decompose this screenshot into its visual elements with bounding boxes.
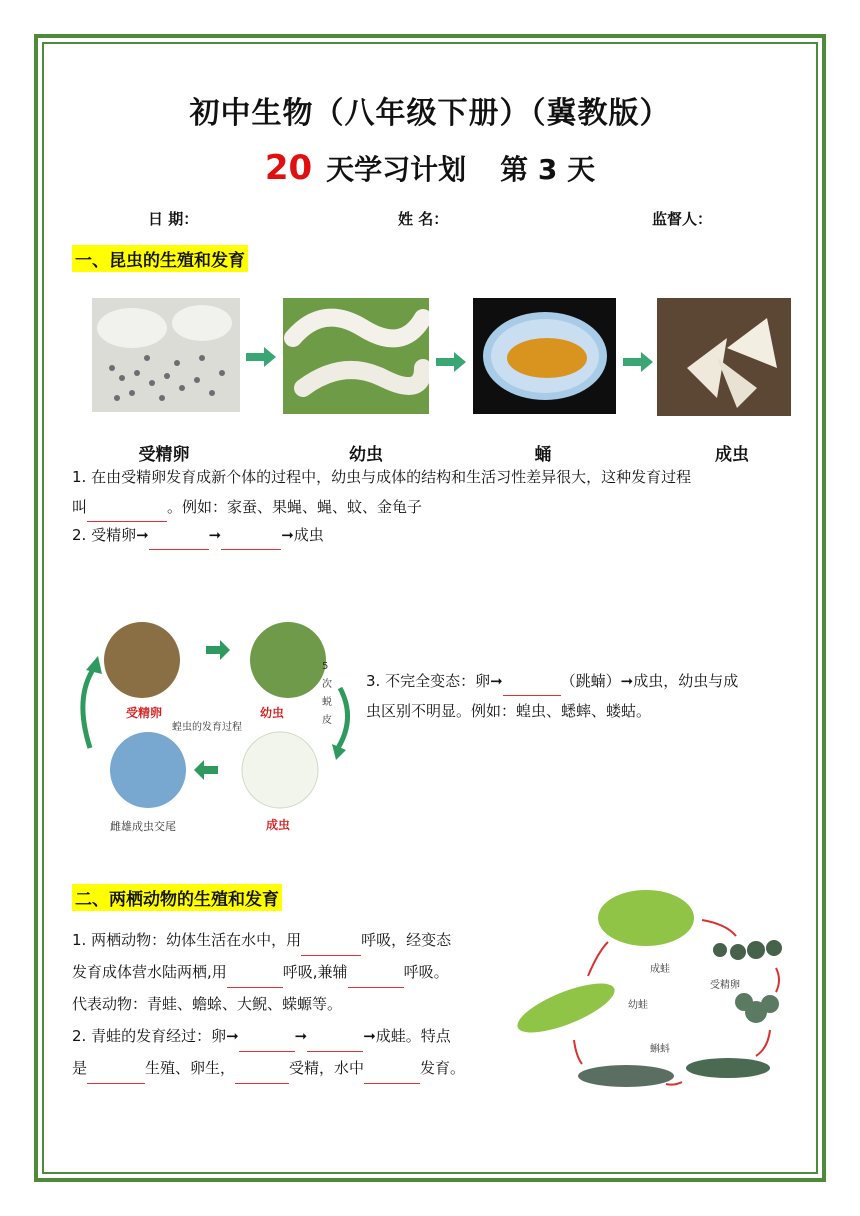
a2-suffix: 呼吸。 (403, 963, 449, 981)
amphibian-line-5 (72, 1052, 512, 1084)
stage-label-larva: 幼虫 (349, 445, 383, 465)
q3-prefix: 3. 不完全变态：卵➞ (366, 672, 503, 690)
stage-label-egg: 受精卵 (138, 445, 190, 465)
a2-mid: 呼吸,兼辅 (282, 963, 348, 981)
question-3-line-2: 虫区别不明显。例如：蝗虫、蟋蟀、蝼蛄。 (366, 702, 652, 720)
q1-suffix: 。例如：家蚕、果蝇、蝇、蚊、金龟子 (167, 498, 423, 516)
silkworm-larva-photo (283, 298, 429, 414)
answer-blank[interactable] (227, 969, 283, 988)
amphibian-line-4 (72, 1020, 512, 1052)
silkworm-egg-photo (92, 298, 240, 412)
page-title: 初中生物（八年级下册）（冀教版） (189, 96, 671, 131)
page-subtitle (0, 148, 860, 188)
arrow-icon (436, 352, 466, 372)
arrow-icon (623, 352, 653, 372)
q1-prefix: 叫 (72, 498, 88, 516)
day-label: 第 3 天 (500, 153, 596, 186)
answer-blank[interactable] (307, 1033, 363, 1052)
answer-blank[interactable] (301, 937, 361, 956)
a1-prefix: 1. 两栖动物：幼体生活在水中，用 (72, 931, 302, 949)
answer-blank[interactable] (239, 1033, 295, 1052)
amphibian-line-1 (72, 924, 512, 956)
locust-mating-label: 雌雄成虫交尾 (110, 820, 176, 833)
question-3 (366, 666, 796, 726)
question-2 (72, 520, 324, 550)
plan-days: 20 (264, 148, 313, 188)
name-field: 姓 名： (398, 210, 449, 228)
a5-prefix: 是 (72, 1059, 88, 1077)
locust-center-label: 蝗虫的发育过程 (172, 722, 242, 733)
a4-prefix: 2. 青蛙的发育经过：卵➞ (72, 1027, 239, 1045)
locust-molt-label: 5次蜕皮 (322, 661, 332, 726)
answer-blank[interactable] (348, 969, 404, 988)
frog-life-cycle-diagram (506, 880, 796, 1100)
answer-blank[interactable] (503, 677, 561, 696)
question-3-line-1 (366, 666, 796, 696)
locust-life-cycle-diagram (70, 598, 360, 838)
tadpole-label: 蝌蚪 (650, 1044, 670, 1055)
question-1-line-2 (72, 492, 792, 522)
arrow-icon (246, 347, 276, 367)
a1-suffix: 呼吸，经变态 (361, 931, 452, 949)
q2-prefix: 2. 受精卵➞ (72, 526, 149, 544)
question-1-line-1: 1. 在由受精卵发育成新个体的过程中，幼虫与成体的结构和生活习性差异很大，这种发育过程 (72, 468, 692, 486)
silkworm-pupa-photo (473, 298, 616, 414)
section-heading-amphibians: 二、两栖动物的生殖和发育 (72, 884, 282, 911)
a5-mid1: 生殖、卵生， (145, 1059, 236, 1077)
frog-egg-label: 受精卵 (710, 980, 740, 991)
locust-nymph-label: 幼虫 (260, 706, 285, 720)
supervisor-field: 监督人： (652, 210, 713, 228)
question-1 (72, 462, 792, 522)
section-heading-insects: 一、昆虫的生殖和发育 (72, 245, 248, 272)
plan-label: 天学习计划 (326, 153, 467, 186)
stage-label-pupa: 蛹 (534, 445, 552, 465)
answer-blank[interactable] (235, 1065, 289, 1084)
answer-blank[interactable] (87, 1065, 145, 1084)
silkworm-moth-photo (657, 298, 791, 416)
frog-adult-label: 成蛙 (650, 964, 670, 975)
froglet-label: 幼蛙 (628, 1000, 648, 1011)
q3-suffix: （跳蝻）➞成虫，幼虫与成 (560, 672, 739, 690)
stage-label-adult: 成虫 (715, 445, 749, 465)
a4-suffix: ➞成蛙。特点 (363, 1027, 451, 1045)
answer-blank[interactable] (149, 531, 209, 550)
answer-blank[interactable] (364, 1065, 420, 1084)
a4-arrow: ➞ (294, 1027, 308, 1045)
answer-blank[interactable] (221, 531, 281, 550)
a5-mid2: 受精，水中 (289, 1059, 365, 1077)
q2-arrow: ➞ (208, 526, 222, 544)
locust-adult-label: 成虫 (266, 818, 291, 832)
locust-egg-label: 受精卵 (126, 706, 163, 720)
a2-prefix: 发育成体营水陆两栖,用 (72, 963, 227, 981)
amphibian-line-3: 代表动物：青蛙、蟾蜍、大鲵、蝾螈等。 (72, 995, 343, 1013)
q2-suffix: ➞成虫 (281, 526, 324, 544)
amphibian-questions (72, 924, 512, 1084)
date-field: 日 期： (148, 210, 199, 228)
amphibian-line-2 (72, 956, 512, 988)
a5-suffix: 发育。 (420, 1059, 466, 1077)
